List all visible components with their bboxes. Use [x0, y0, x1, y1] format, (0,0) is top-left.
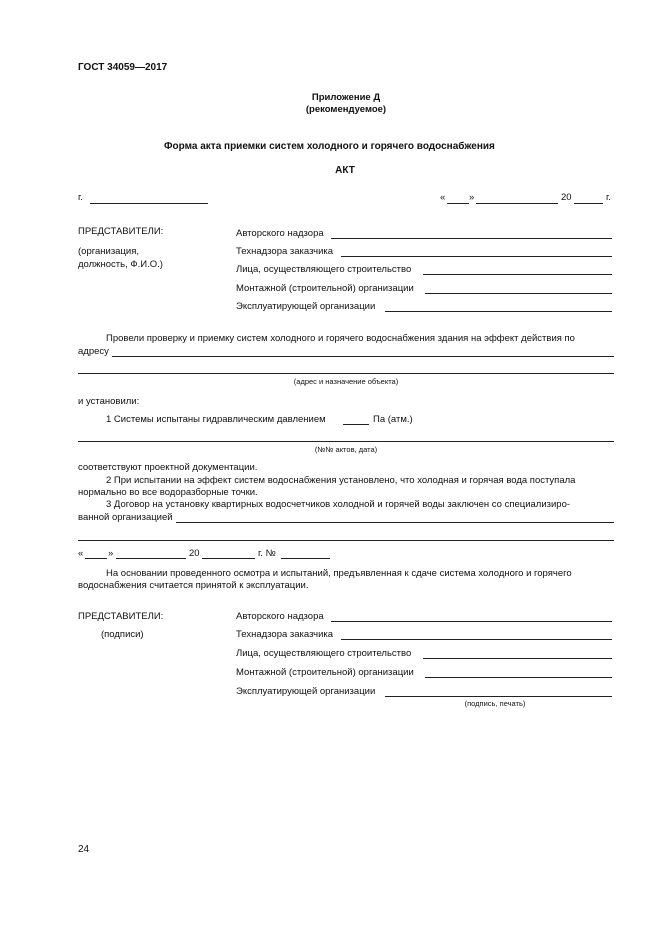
appendix-title: Приложение Д [311, 92, 381, 103]
item-3: 3 Договор на установку квартирных водосчетчиков холодной и горячей воды заключен со специализиро- [106, 499, 571, 510]
role-label: Технадзора заказчика [236, 629, 334, 640]
role-label: Лица, осуществляющего строительство [236, 264, 412, 275]
role-label: Авторского надзора [236, 228, 324, 239]
representatives-note: должность, Ф.И.О.) [78, 259, 163, 270]
conforms-text: соответствуют проектной документации. [78, 462, 258, 473]
representatives-label: ПРЕДСТАВИТЕЛИ: [78, 611, 164, 622]
role-field[interactable] [385, 311, 612, 312]
role-field[interactable] [341, 256, 612, 257]
signature-caption: (подпись, печать) [464, 699, 526, 708]
standard-number: ГОСТ 34059—2017 [78, 62, 168, 73]
acts-field[interactable] [78, 441, 614, 442]
item-2-cont: нормально во все водоразборные точки. [78, 487, 258, 498]
item-2: 2 При испытании на эффект систем водоснабжения установлено, что холодная и горячая вода поступала [106, 475, 576, 486]
day-open-quote: « [440, 192, 446, 203]
item-3-cont: ванной организацией [78, 512, 173, 523]
year-field[interactable] [574, 203, 603, 204]
month-field[interactable] [116, 558, 186, 559]
role-label: Эксплуатирующей организации [236, 301, 376, 312]
day-field[interactable] [85, 558, 107, 559]
representatives-label: ПРЕДСТАВИТЕЛИ: [78, 226, 164, 237]
conclusion-line-1: На основании проведенного осмотра и испытаний, предъявленная к сдаче система холодного и горячего [106, 568, 572, 579]
day-open-quote: « [78, 548, 84, 559]
act-title: АКТ [335, 165, 355, 176]
pressure-field[interactable] [343, 424, 369, 425]
role-label: Лица, осуществляющего строительство [236, 648, 412, 659]
organization-field[interactable] [176, 522, 614, 523]
signature-field[interactable] [331, 621, 612, 622]
conclusion-line-2: водоснабжения считается принятой к эксплуатации. [78, 580, 309, 591]
day-close-quote: » [469, 192, 475, 203]
number-prefix: г. № [258, 548, 276, 559]
address-field-2[interactable] [78, 373, 614, 374]
role-label: Технадзора заказчика [236, 246, 334, 257]
role-label: Эксплуатирующей организации [236, 686, 376, 697]
established-label: и установили: [78, 396, 140, 407]
day-field[interactable] [447, 203, 469, 204]
address-field[interactable] [112, 356, 614, 357]
representatives-note: (организация, [78, 246, 139, 257]
city-field[interactable] [90, 203, 208, 204]
address-label: адресу [78, 346, 109, 357]
role-label: Монтажной (строительной) организации [236, 667, 414, 678]
role-field[interactable] [423, 274, 612, 275]
pressure-unit: Па (атм.) [373, 414, 413, 425]
year-prefix: 20 [561, 192, 572, 203]
signature-field[interactable] [385, 696, 612, 697]
paragraph-1: Провели проверку и приемку систем холодного и горячего водоснабжения здания на эффект действия по [106, 333, 575, 344]
role-label: Авторского надзора [236, 611, 324, 622]
page-number: 24 [78, 844, 90, 855]
address-caption: (адрес и назначение объекта) [293, 377, 399, 386]
day-close-quote: » [108, 548, 114, 559]
role-field[interactable] [425, 293, 612, 294]
month-field[interactable] [476, 203, 558, 204]
form-title: Форма акта приемки систем холодного и горячего водоснабжения [164, 141, 495, 152]
year-suffix: г. [606, 192, 611, 203]
organization-field-2[interactable] [78, 540, 614, 541]
city-prefix: г. [78, 192, 83, 203]
year-field[interactable] [202, 558, 255, 559]
appendix-subtitle: (рекомендуемое) [305, 104, 387, 115]
signatures-note: (подписи) [101, 629, 144, 640]
role-field[interactable] [331, 238, 612, 239]
role-label: Монтажной (строительной) организации [236, 283, 414, 294]
signature-field[interactable] [341, 639, 612, 640]
year-prefix: 20 [189, 548, 200, 559]
number-field[interactable] [281, 558, 330, 559]
signature-field[interactable] [425, 677, 612, 678]
item-1: 1 Системы испытаны гидравлическим давлением [106, 414, 326, 425]
acts-caption: (№№ актов, дата) [314, 445, 378, 454]
signature-field[interactable] [423, 658, 612, 659]
